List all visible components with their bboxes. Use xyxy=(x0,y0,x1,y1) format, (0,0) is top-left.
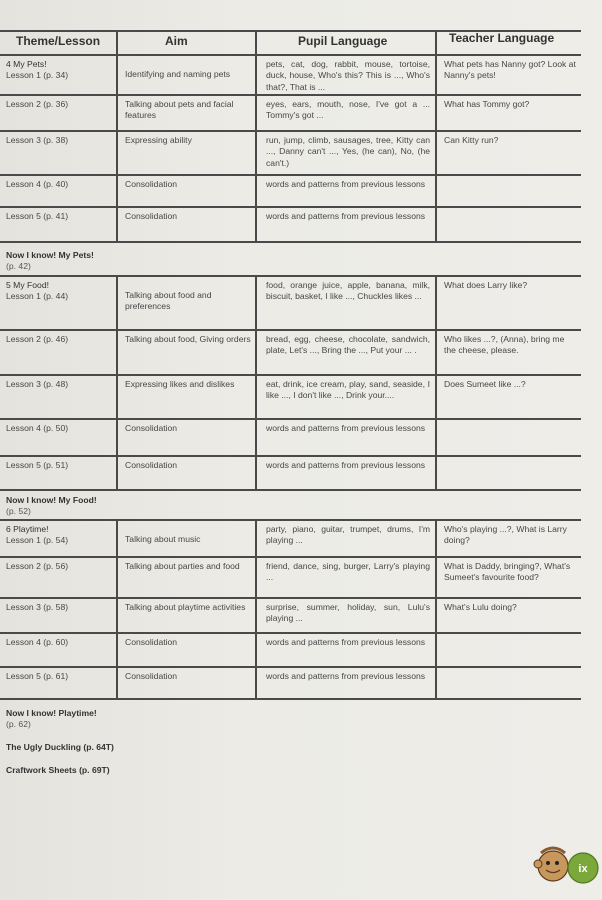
pupil-language-cell: words and patterns from previous lessons xyxy=(266,423,426,433)
now-i-know-title: Now I know! My Food! xyxy=(6,495,97,505)
extra-craftwork-sheets: Craftwork Sheets (p. 69T) xyxy=(6,765,110,775)
header-column-divider xyxy=(116,30,118,54)
monkey-face-icon xyxy=(538,851,568,881)
now-i-know-page: (p. 62) xyxy=(6,718,31,729)
lesson-label: Lesson 2 (p. 46) xyxy=(6,334,69,344)
teacher-language-cell: Does Sumeet like ...? xyxy=(444,379,526,389)
lesson-label: Lesson 2 (p. 36) xyxy=(6,99,69,109)
pupil-language-cell: words and patterns from previous lessons xyxy=(266,460,426,470)
aim-cell: Talking about food, Giving orders xyxy=(125,334,251,344)
lesson-cell xyxy=(6,637,114,648)
lesson-label: Lesson 5 (p. 51) xyxy=(6,460,69,470)
lesson-cell xyxy=(6,135,114,146)
lesson-label: Lesson 4 (p. 50) xyxy=(6,423,69,433)
teacher-language-cell: What is Daddy, bringing?, What's Sumeet's favourite food? xyxy=(444,561,571,583)
header-column-divider xyxy=(255,30,257,54)
column-divider xyxy=(255,54,257,241)
row-rule xyxy=(0,698,581,700)
lesson-label: Lesson 5 (p. 61) xyxy=(6,671,69,681)
row-rule xyxy=(0,597,581,599)
row-rule xyxy=(0,418,581,420)
row-rule xyxy=(0,241,581,243)
pupil-language-cell: food, orange juice, apple, banana, milk, biscuit, basket, I like ..., Chuckles likes ... xyxy=(266,280,430,302)
aim-cell: Consolidation xyxy=(125,179,178,189)
pupil-language-cell: run, jump, climb, sausages, tree, Kitty can ..., Danny can't ..., Yes, (he can), No, (he can't.) xyxy=(266,135,430,168)
lesson-label: Lesson 1 (p. 34) xyxy=(6,70,69,81)
teacher-language-cell: Who's playing ...?, What is Larry doing? xyxy=(444,524,567,546)
pupil-language-cell: pets, cat, dog, rabbit, mouse, tortoise, duck, house, Who's this? This is ..., Who's that?, That is ... xyxy=(266,59,430,92)
pupil-language-cell: eyes, ears, mouth, nose, I've got a ... Tommy's got ... xyxy=(266,99,430,121)
lesson-cell xyxy=(6,334,114,345)
lesson-cell xyxy=(6,460,114,471)
pupil-language-cell: friend, dance, sing, burger, Larry's playing ... xyxy=(266,561,430,583)
row-rule xyxy=(0,374,581,376)
unit-top-rule xyxy=(0,519,581,521)
unit-title: 4 My Pets! xyxy=(6,59,47,69)
pupil-language-cell: words and patterns from previous lessons xyxy=(266,211,426,221)
pupil-language-cell: words and patterns from previous lessons xyxy=(266,637,426,647)
now-i-know-page: (p. 42) xyxy=(6,260,31,271)
header-column-divider xyxy=(435,30,437,54)
lesson-label: Lesson 4 (p. 40) xyxy=(6,179,69,189)
column-divider xyxy=(116,519,118,698)
lesson-cell xyxy=(6,379,114,390)
row-rule xyxy=(0,94,581,96)
monkey-page-badge xyxy=(533,838,599,892)
lesson-label: Lesson 1 (p. 54) xyxy=(6,535,69,546)
column-divider xyxy=(435,54,437,241)
header-theme: Theme/Lesson xyxy=(16,34,101,48)
aim-cell: Consolidation xyxy=(125,423,178,433)
row-rule xyxy=(0,556,581,558)
teacher-language-cell: What pets has Nanny got? Look at Nanny's pets! xyxy=(444,59,576,81)
aim-cell: Talking about playtime activities xyxy=(125,602,246,612)
extra-ugly-duckling: The Ugly Duckling (p. 64T) xyxy=(6,742,114,752)
lesson-cell xyxy=(6,211,114,222)
unit-top-rule xyxy=(0,275,581,277)
header-top-rule xyxy=(0,30,581,32)
lesson-cell xyxy=(6,561,114,572)
now-i-know-heading xyxy=(6,708,97,729)
aim-cell: Talking about music xyxy=(125,534,201,544)
row-rule xyxy=(0,666,581,668)
unit-title: 5 My Food! xyxy=(6,280,49,290)
now-i-know-heading xyxy=(6,495,97,516)
pupil-language-cell: party, piano, guitar, trumpet, drums, I'm playing ... xyxy=(266,524,430,546)
pupil-language-cell: words and patterns from previous lessons xyxy=(266,179,426,189)
now-i-know-title: Now I know! My Pets! xyxy=(6,250,94,260)
teacher-language-cell: What's Lulu doing? xyxy=(444,602,517,612)
lesson-cell xyxy=(6,671,114,682)
row-rule xyxy=(0,206,581,208)
lesson-cell xyxy=(6,602,114,613)
lesson-label: Lesson 1 (p. 44) xyxy=(6,291,69,302)
row-rule xyxy=(0,329,581,331)
now-i-know-title: Now I know! Playtime! xyxy=(6,708,97,718)
aim-cell: Consolidation xyxy=(125,637,178,647)
row-rule xyxy=(0,174,581,176)
column-divider xyxy=(435,519,437,698)
now-i-know-heading xyxy=(6,250,94,271)
pupil-language-cell: words and patterns from previous lessons xyxy=(266,671,426,681)
aim-cell: Talking about food and preferences xyxy=(125,290,212,312)
page-number: ix xyxy=(578,863,588,875)
row-rule xyxy=(0,130,581,132)
aim-cell: Talking about parties and food xyxy=(125,561,240,571)
pupil-language-cell: surprise, summer, holiday, sun, Lulu's playing ... xyxy=(266,602,430,624)
lesson-label: Lesson 3 (p. 38) xyxy=(6,135,69,145)
header-pupil-language: Pupil Language xyxy=(298,34,388,48)
teacher-language-cell: Who likes ...?, (Anna), bring me the cheese, please. xyxy=(444,334,565,356)
row-rule xyxy=(0,455,581,457)
column-divider xyxy=(255,519,257,698)
lesson-label: Lesson 3 (p. 58) xyxy=(6,602,69,612)
aim-cell: Expressing likes and dislikes xyxy=(125,379,235,389)
column-divider xyxy=(116,275,118,489)
header-teacher-language: Teacher Language xyxy=(449,31,555,45)
lesson-cell xyxy=(6,59,114,82)
aim-cell: Consolidation xyxy=(125,211,178,221)
pupil-language-cell: bread, egg, cheese, chocolate, sandwich, plate, Let's ..., Bring the ..., Put your ... . xyxy=(266,334,430,356)
lesson-cell xyxy=(6,280,114,303)
teacher-language-cell: What does Larry like? xyxy=(444,280,528,290)
lesson-cell xyxy=(6,423,114,434)
row-rule xyxy=(0,489,581,491)
aim-cell: Identifying and naming pets xyxy=(125,69,231,79)
pupil-language-cell: eat, drink, ice cream, play, sand, seaside, I like ..., I don't like ..., Drink your.... xyxy=(266,379,430,401)
aim-cell: Consolidation xyxy=(125,460,178,470)
aim-cell: Expressing ability xyxy=(125,135,192,145)
column-divider xyxy=(116,54,118,241)
lesson-cell xyxy=(6,524,114,547)
column-divider xyxy=(255,275,257,489)
unit-title: 6 Playtime! xyxy=(6,524,49,534)
row-rule xyxy=(0,632,581,634)
lesson-label: Lesson 4 (p. 60) xyxy=(6,637,69,647)
header-aim: Aim xyxy=(165,34,188,48)
unit-top-rule xyxy=(0,54,581,56)
lesson-cell xyxy=(6,99,114,110)
now-i-know-page: (p. 52) xyxy=(6,505,31,516)
aim-cell: Consolidation xyxy=(125,671,178,681)
column-divider xyxy=(435,275,437,489)
table-header xyxy=(0,28,582,54)
aim-cell: Talking about pets and facial features xyxy=(125,99,234,121)
teacher-language-cell: What has Tommy got? xyxy=(444,99,530,109)
lesson-cell xyxy=(6,179,114,190)
lesson-label: Lesson 2 (p. 56) xyxy=(6,561,69,571)
lesson-label: Lesson 3 (p. 48) xyxy=(6,379,69,389)
lesson-label: Lesson 5 (p. 41) xyxy=(6,211,69,221)
teacher-language-cell: Can Kitty run? xyxy=(444,135,499,145)
